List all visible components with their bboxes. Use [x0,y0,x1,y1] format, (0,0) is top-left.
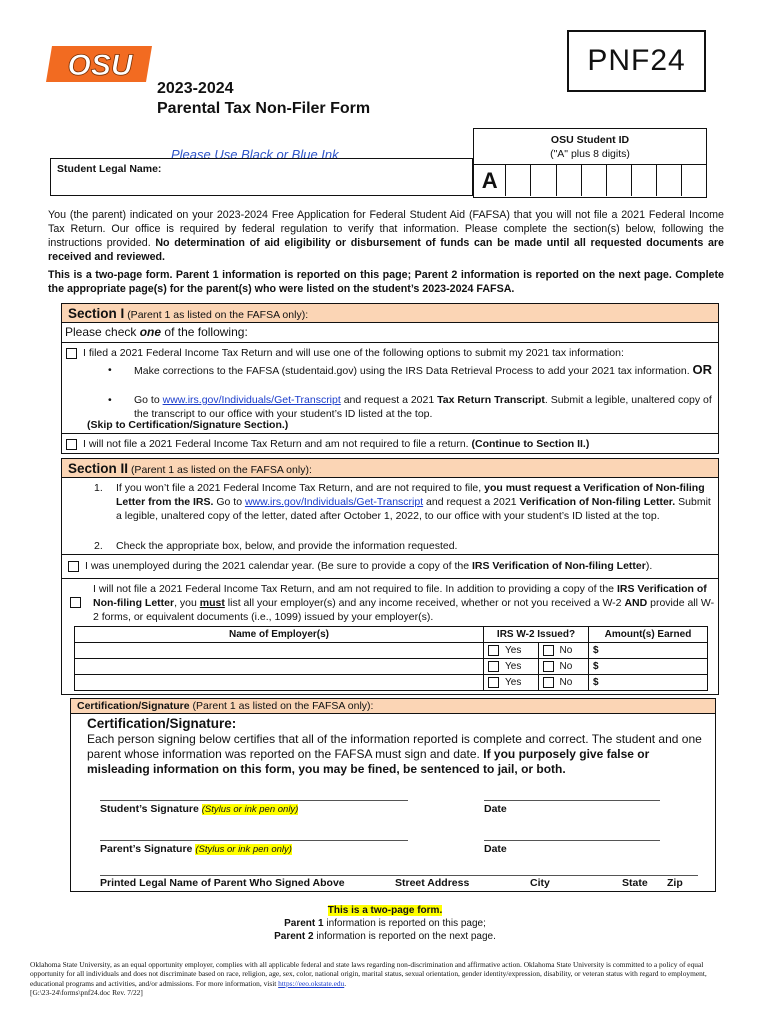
parent2-text: information is reported on the next page. [313,931,496,942]
opt2-f: AND [624,597,648,609]
yes-label: Yes [505,677,522,689]
opt2-e: list all your employer(s) and any income received, whether or not you received a W-2 [224,597,625,609]
form-code: PNF24 [567,30,706,92]
yes-checkbox[interactable] [488,645,499,656]
student-name-label: Student Legal Name: [57,163,162,175]
opt2-d: must [199,597,225,609]
opt2-a: I will not file a 2021 Federal Income Tax Return, and am not required to file. In addition to providing a copy of the [93,583,617,595]
employer-table [74,626,708,691]
section2-header [61,458,719,478]
table-row [75,675,708,691]
section1-title: Section I [68,306,125,321]
option2-text: I will not file a 2021 Federal Income Tax Return and am not required to file a return. [83,438,472,450]
opt2-b: IRS Verification of Non-filing Letter [93,583,707,609]
footer-disclaimer [30,960,730,998]
dollar-sign: $ [593,645,599,656]
item1-a: If you won’t file a 2021 Federal Income Tax Return, and are not required to file, [116,482,485,494]
item2-num: 2. [94,540,103,552]
stylus-note: (Stylus or ink pen only) [195,844,292,855]
section1-instruction [61,322,719,343]
option2-checkbox[interactable] [66,439,77,450]
student-id-label: OSU Student ID [550,134,630,146]
parent-date-line[interactable] [484,840,660,841]
no-label: No [559,645,573,657]
section1-option2 [66,437,716,451]
parent-date-label: Date [484,843,507,855]
student-id-digit[interactable] [657,165,682,196]
no-checkbox[interactable] [543,661,554,672]
or-label: OR [692,362,713,377]
student-date-line[interactable] [484,800,660,801]
opt1-a: I was unemployed during the 2021 calendar year. (Be sure to provide a copy of the [85,560,472,572]
bullet2-post: . Submit a legible, unaltered copy of the transcript to our office with your student’s ID listed at the top. [134,394,712,420]
section1-header [61,303,719,323]
parent-signature-label [100,843,292,855]
section2-option2 [93,582,715,624]
city-label: City [530,877,550,889]
parent-signature-line[interactable] [100,840,408,841]
dollar-sign: $ [593,677,599,688]
irs-nonfiling-link[interactable]: www.irs.gov/Individuals/Get-Transcript [244,496,424,508]
two-page-notice: This is a two-page form. Parent 1 information is reported on this page; Parent 2 information is reported on the next page. Complete the appropriate page(s) for the parent(s) who were listed on the student’s 2023-2024 FAFSA. [48,269,724,295]
footer-text: Oklahoma State University, as an equal opportunity employer, complies with all applicable federal and state laws regarding non-discrimination and affirmative action. Oklahoma State University is committed to a policy of equal opportunity for all individuals and does not discriminate based on race, religion, age, sex, color, national origin, marital status, sexual orientation, gender identity/expression, disability, or veteran status with regard to employment, educational programs and activities, and/or admissions. For more information, visit [30,960,707,988]
instr-post: of the following: [161,325,248,339]
certification-header [70,698,716,714]
opt1-c: ). [645,560,653,572]
option1-text: I filed a 2021 Federal Income Tax Return and will use one of the following options to submit my 2021 tax information: [83,347,624,359]
table-row [75,659,708,675]
section2-option1 [68,559,716,573]
yes-label: Yes [505,645,522,657]
student-id-sub: ("A" plus 8 digits) [550,148,630,160]
col-employer: Name of Employer(s) [75,627,484,643]
divider [61,578,719,579]
parent1-bold: Parent 1 [284,918,324,929]
student-id-box [473,128,707,198]
bullet2-pre: Go to [134,394,163,406]
item1-d: and request a 2021 [423,496,520,508]
street-label: Street Address [395,877,470,889]
amount-cell[interactable] [589,659,708,675]
dollar-sign: $ [593,661,599,672]
stylus-note: (Stylus or ink pen only) [201,804,299,815]
no-checkbox[interactable] [543,645,554,656]
item1-e: Verification of Non-filing Letter. [519,496,676,508]
student-id-digit[interactable] [582,165,607,196]
two-page-label: This is a two-page form. [327,905,443,916]
no-checkbox[interactable] [543,677,554,688]
item1-b: you must request a Verification of Non-filing Letter from the IRS. [116,482,705,508]
cert-bar-title: Certification/Signature [77,700,190,712]
student-signature-label [100,803,298,815]
bottom-note [0,904,770,943]
yes-label: Yes [505,661,522,673]
bullet-fafsa: • Make corrections to the FAFSA (studentaid.gov) using the IRS Data Retrieval Process to add your 2021 tax information. OR [108,362,713,377]
item1-text [116,481,716,523]
printed-name-label: Printed Legal Name of Parent Who Signed Above [100,877,345,889]
col-amount: Amount(s) Earned [589,627,708,643]
option1-checkbox[interactable] [66,348,77,359]
cert-body: Each person signing below certifies that all of the information reported is complete and correct. The student and one parent whose information was reported on the FAFSA must sign and date. [87,732,702,761]
form-year: 2023-2024 [157,80,234,97]
doc-code: [G:\23-24\forms\pnf24.doc Rev. 7/22] [30,988,143,998]
divider [61,554,719,555]
eeo-link[interactable]: https://eeo.okstate.edu [278,978,345,988]
bullet-transcript: • Go to www.irs.gov/Individuals/Get-Transcript and request a 2021 Tax Return Transcript. Submit a legible, unaltered copy of the transcript to our office with your student’s ID listed at the top. [108,394,712,420]
table-header [75,627,708,643]
student-id-digit[interactable] [632,165,657,196]
section2-sub: (Parent 1 as listed on the FAFSA only): [130,464,312,476]
student-id-prefix: A [474,165,506,196]
opt2-c: , you [174,597,200,609]
no-label: No [559,677,573,689]
cert-heading: Certification/Signature: [87,716,237,731]
employer-name-cell[interactable] [75,643,484,659]
irs-transcript-link[interactable]: www.irs.gov/Individuals/Get-Transcript [162,394,341,406]
bullet1-text: Make corrections to the FAFSA (studentaid.gov) using the IRS Data Retrieval Process to add your 2021 tax information. [134,365,690,377]
skip-note: (Skip to Certification/Signature Section.) [87,419,289,431]
ink-note: Please Use Black or Blue Ink [171,147,339,162]
not-filing-checkbox[interactable] [70,597,81,608]
option2-bold: (Continue to Section II.) [471,438,590,450]
opt1-b: IRS Verification of Non-filing Letter [472,560,646,572]
student-id-digit[interactable] [531,165,556,196]
divider [61,433,719,434]
student-id-digit[interactable] [607,165,632,196]
parent2-bold: Parent 2 [274,931,314,942]
table-row [75,643,708,659]
bullet2-bold: Tax Return Transcript [437,394,545,406]
student-sig-text: Student’s Signature [100,803,199,815]
section2-title: Section II [68,461,129,476]
student-id-digit[interactable] [506,165,531,196]
amount-cell[interactable] [589,643,708,659]
student-date-label: Date [484,803,507,815]
yes-checkbox[interactable] [488,677,499,688]
intro-bold: No determination of aid eligibility or disbursement of funds can be made until all requested documents are received and reviewed. [48,237,724,263]
item1-f: Submit a legible, unaltered copy of the letter, dated after October 1, 2022, to our office with your student’s ID listed at the top. [116,496,711,522]
no-label: No [559,661,573,673]
parent1-text: information is reported on this page; [323,918,486,929]
osu-logo-text: OSU [67,49,133,82]
cert-warning: If you purposely give false or misleading information on this form, you may be fined, be sentenced to jail, or both. [87,747,650,776]
student-name-field[interactable] [50,158,473,196]
student-id-digit[interactable] [557,165,582,196]
osu-logo [46,40,158,88]
zip-label: Zip [667,877,683,889]
parent-sig-text: Parent’s Signature [100,843,193,855]
item1-num: 1. [94,482,103,494]
employer-name-cell[interactable] [75,675,484,691]
bullet2-mid: and request a 2021 [340,394,438,406]
page-title: Parental Tax Non-Filer Form [157,100,371,117]
footer-end: . [344,978,347,988]
item2-text: Check the appropriate box, below, and provide the information requested. [116,540,458,552]
cert-text [87,732,705,777]
item1-c: Go to [213,496,245,508]
parent-address-line[interactable] [100,875,698,876]
intro-text: You (the parent) indicated on your 2023-2024 Free Application for Federal Student Aid (FAFSA) that you will not file a 2021 Federal Income Tax Return. Our office is required by federal regulation to verify that information. Please complete the section(s) below, following the instructions provided. [48,209,724,249]
section1-option1 [66,346,716,360]
opt2-g: provide all W-2 forms, or equivalent documents (i.e., 1099) issued by your employer(s). [93,597,715,623]
employer-name-cell[interactable] [75,659,484,675]
state-label: State [622,877,648,889]
intro-paragraph [48,208,724,264]
student-signature-line[interactable] [100,800,408,801]
amount-cell[interactable] [589,675,708,691]
yes-checkbox[interactable] [488,661,499,672]
col-w2: IRS W-2 Issued? [484,627,589,643]
instr-pre: Please check [65,325,140,339]
unemployed-checkbox[interactable] [68,561,79,572]
cert-bar-sub: (Parent 1 as listed on the FAFSA only): [189,700,374,712]
instr-em: one [139,325,162,339]
student-id-digit[interactable] [682,165,706,196]
section1-sub: (Parent 1 as listed on the FAFSA only): [127,309,309,321]
